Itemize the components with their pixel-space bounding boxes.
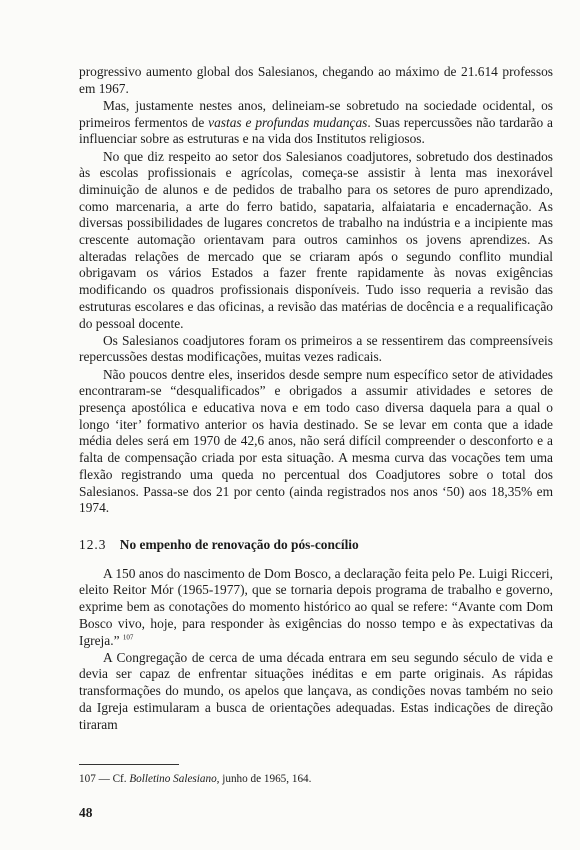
section-title: No empenho de renovação do pós-concílio <box>119 536 359 552</box>
section-paragraph-1 <box>79 566 553 650</box>
paragraph-2 <box>79 98 553 148</box>
paragraph-4: Os Salesianos coadjutores foram os primeiros a se ressentirem das compreensíveis repercussões destas modificações, muitas vezes radicais. <box>79 332 553 365</box>
page-number: 48 <box>79 805 93 820</box>
footnote-divider <box>79 764 179 765</box>
section-paragraph-2: A Congregação de cerca de uma década entrara em seu segundo século de vida e devia ser capaz de enfrentar situações inéditas e em parte originais. As rápidas transformações do mundo, os apelos que lançava, as condições novas também no seio da Igreja estimularam a busca de orientações adequadas. Estas indicações de direção tiraram <box>79 649 553 732</box>
footnote-title: Bolletino Salesiano, <box>129 773 220 785</box>
paragraph-2-italic: vastas e profundas mudanças <box>208 114 368 130</box>
footnote-suffix: junho de 1965, 164. <box>222 773 312 785</box>
footnote-reference: 107 <box>122 633 134 642</box>
paragraph-5: Não poucos dentre eles, inseridos desde sempre num específico setor de atividades encontraram-se “desqualificados” e obrigados a assumir atividades e setores de presença apostólica e educativa nova e em todo caso diversa daquela para a qual o longo ‘iter’ formativo anterior os havia destinado. Se se levar em conta que a idade média deles será em 1970 de 42,6 anos, não será difícil compreender o desconforto e a falta de compensação criada por esta situação. A mesma curva das vocações tem uma flexão registrando uma queda no percentual dos Coadjutores sobre o total dos Salesianos. Passa-se dos 21 por cento (ainda registrados nos anos ‘50) aos 18,35% em 1974. <box>79 366 553 516</box>
paragraph-3: No que diz respeito ao setor dos Salesianos coadjutores, sobretudo dos destinados às escolas profissionais e agrícolas, começa-se assistir à lenta mas inexorável diminuição de alunos e de pedidos de trabalho para os setores de puro aprendizado, como marcenaria, a arte do ferro batido, sapataria, alfaiataria e encadernação. As diversas possibilidades de lugares concretos de trabalho na indústria e a incipiente mas crescente automação orientavam para outros caminhos os jovens aprendizes. As alteradas relações de mercado que se criaram após o segundo conflito mundial obrigavam os vários Estados a fazer frente rapidamente às novas exigências modificando os quadros profissionais disponíveis. Tudo isso requeria a revisão das estruturas escolares e das oficinas, a revisão das matérias de docência e a requalificação do pessoal docente. <box>79 148 553 331</box>
footnote-prefix: — Cf. <box>98 773 127 785</box>
body-text <box>79 64 553 733</box>
section-heading <box>79 537 553 554</box>
paragraph-2-start: Mas, justamente nestes anos, delineiam-se sobretudo na sociedade ocidental, os primeiros fermentos de <box>79 97 553 130</box>
footnote <box>79 773 311 785</box>
paragraph-1: progressivo aumento global dos Salesianos, chegando ao máximo de 21.614 professos em 1967. <box>79 64 553 96</box>
paragraph-2-end: . Suas repercussões não tardarão a influenciar sobre as estruturas e na vida dos Institutos religiosos. <box>79 114 553 147</box>
section-number: 12.3 <box>79 536 107 552</box>
footnote-number: 107 <box>79 773 96 785</box>
section-paragraph-1-text: A 150 anos do nascimento de Dom Bosco, a declaração feita pelo Pe. Luigi Ricceri, eleito Reitor Mór (1965-1977), que se tornaria depois programa de trabalho e governo, exprime bem as conotações do momento histórico ao qual se refere: “Avante com Dom Bosco vivo, hoje, para responder às exigências do nosso tempo e às expectativas da Igreja.” <box>79 565 553 648</box>
